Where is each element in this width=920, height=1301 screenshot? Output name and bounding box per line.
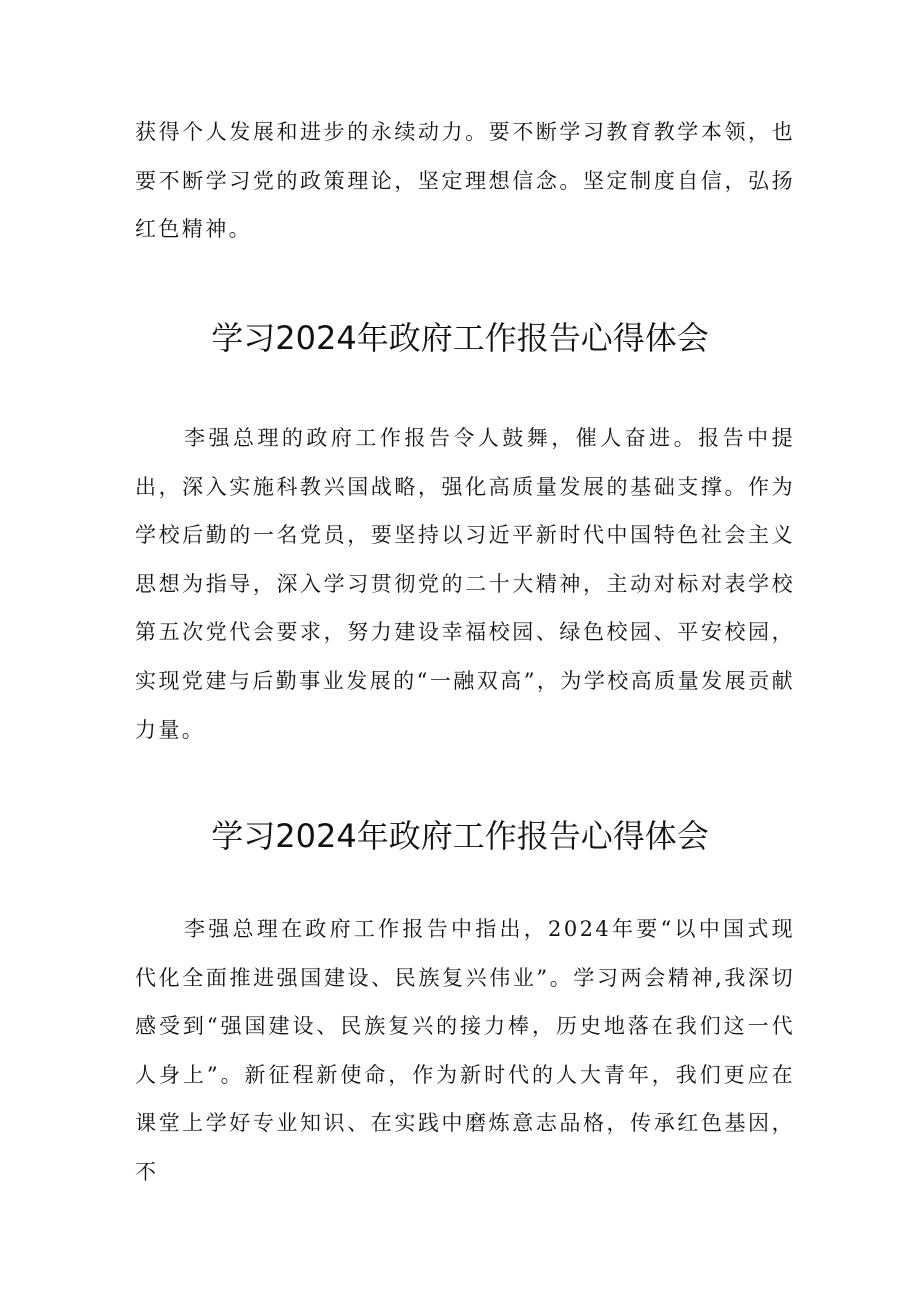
continued-paragraph: 获得个人发展和进步的永续动力。要不断学习教育教学本领，也要不断学习党的政策理论，坚定理想信念。坚定制度自信，弘扬红色精神。 <box>135 120 795 242</box>
section-body-1: 李强总理的政府工作报告令人鼓舞，催人奋进。报告中提出，深入实施科教兴国战略，强化高质量发展的基础支撑。作为学校后勤的一名党员，要坚持以习近平新时代中国特色社会主义思想为指导，深入学习贯彻党的二十大精神，主动对标对表学校第五次党代会要求，努力建设幸福校园、绿色校园、平安校园，实现党建与后勤事业发展的“一融双高”，为学校高质量发展贡献力量。 <box>135 426 795 742</box>
section-title-2: 学习2024年政府工作报告心得体会 <box>211 817 709 855</box>
section-body-2: 李强总理在政府工作报告中指出，2024年要“以中国式现代化全面推进强国建设、民族复兴伟业”。学习两会精神,我深切感受到“强国建设、民族复兴的接力棒，历史地落在我们这一代人身上”。新征程新使命，作为新时代的人大青年，我们更应在课堂上学好专业知识、在实践中磨炼意志品格，传承红色基因，不 <box>135 917 795 1184</box>
section-title-1: 学习2024年政府工作报告心得体会 <box>211 319 709 357</box>
